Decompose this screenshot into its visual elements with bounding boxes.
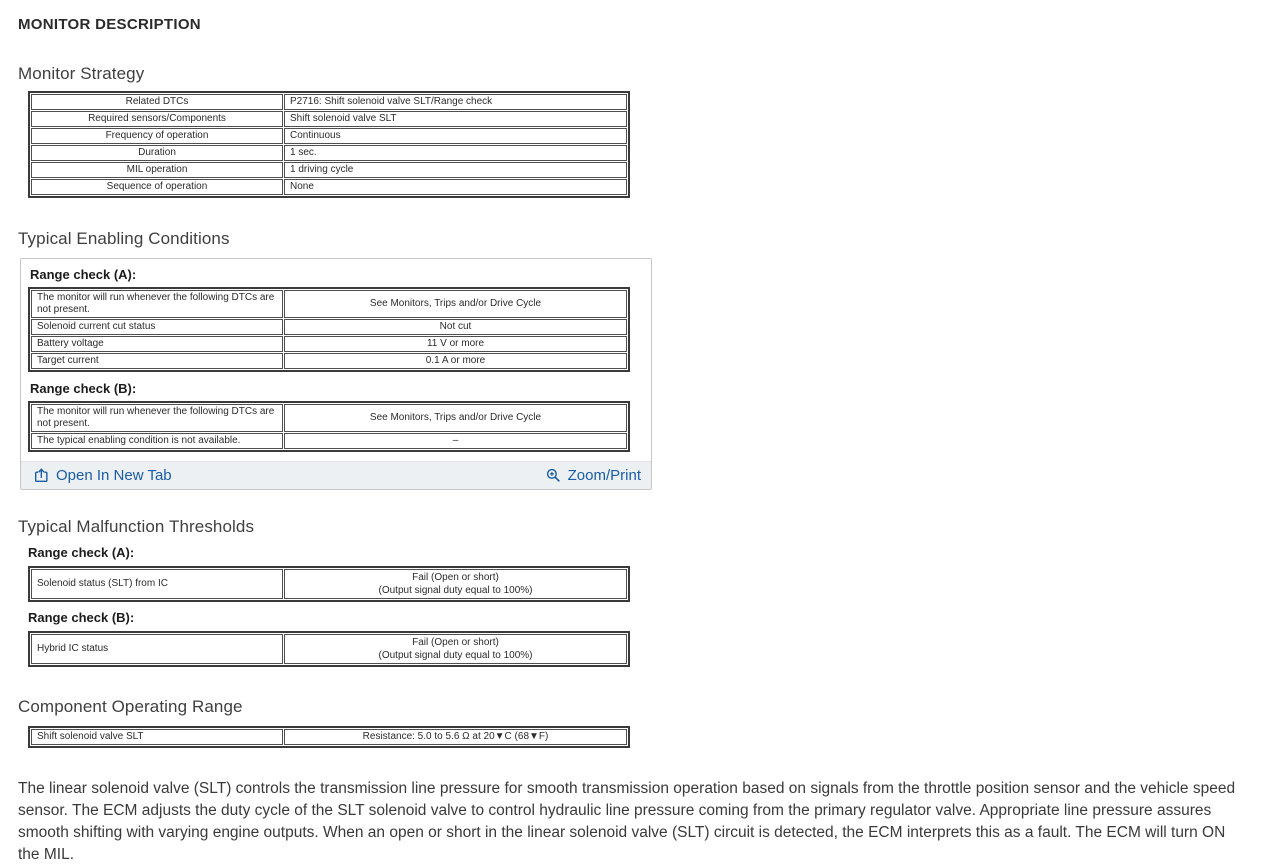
row-label-cell: Target current	[31, 353, 283, 369]
row-value-cell: See Monitors, Trips and/or Drive Cycle	[284, 404, 627, 432]
enabling-conditions-heading: Typical Enabling Conditions	[18, 229, 230, 248]
table-row	[31, 569, 627, 599]
open-in-new-tab-label: Open In New Tab	[56, 467, 172, 484]
row-value-cell: See Monitors, Trips and/or Drive Cycle	[284, 290, 627, 318]
row-label-cell: The monitor will run whenever the following DTCs are not present.	[31, 290, 283, 318]
table-row	[31, 353, 627, 369]
component-operating-range-table	[28, 726, 630, 748]
table-row	[31, 433, 627, 449]
enabling-conditions-panel-content	[21, 259, 651, 461]
row-label-cell: Hybrid IC status	[31, 634, 283, 664]
range-check-a-heading: Range check (A):	[30, 267, 137, 282]
open-in-new-tab-link[interactable]	[34, 467, 172, 484]
panel-toolbar	[21, 461, 651, 489]
thresholds-range-b-table	[28, 631, 630, 667]
range-check-a-table	[28, 287, 630, 372]
row-label-cell: The typical enabling condition is not available.	[31, 433, 283, 449]
row-label-cell: Solenoid status (SLT) from IC	[31, 569, 283, 599]
zoom-print-label: Zoom/Print	[567, 467, 641, 484]
zoom-magnifier-icon	[546, 468, 561, 483]
value-line: Fail (Open or short)	[412, 572, 499, 583]
table-row	[31, 145, 627, 161]
range-check-b-table	[28, 401, 630, 452]
monitor-strategy-heading: Monitor Strategy	[18, 64, 145, 83]
row-value-cell: Shift solenoid valve SLT	[284, 111, 627, 127]
malfunction-thresholds-heading: Typical Malfunction Thresholds	[18, 517, 255, 536]
table-row	[31, 162, 627, 178]
table-row	[31, 634, 627, 664]
thresholds-range-a-heading: Range check (A):	[28, 545, 135, 560]
row-value-cell: P2716: Shift solenoid valve SLT/Range check	[284, 94, 627, 110]
table-row	[31, 128, 627, 144]
component-operating-range-heading: Component Operating Range	[18, 697, 243, 716]
row-label-cell: Frequency of operation	[31, 128, 283, 144]
open-in-new-tab-icon	[34, 468, 49, 483]
table-row	[31, 336, 627, 352]
row-label-cell: Related DTCs	[31, 94, 283, 110]
row-value-cell: 11 V or more	[284, 336, 627, 352]
value-line: (Output signal duty equal to 100%)	[378, 650, 533, 661]
table-row	[31, 179, 627, 195]
row-label-cell: MIL operation	[31, 162, 283, 178]
range-check-b-heading: Range check (B):	[30, 381, 137, 396]
zoom-print-link[interactable]	[546, 467, 641, 484]
row-value-cell: Continuous	[284, 128, 627, 144]
row-value-cell: 1 driving cycle	[284, 162, 627, 178]
row-value-cell: 0.1 A or more	[284, 353, 627, 369]
table-row	[31, 111, 627, 127]
thresholds-range-a-table	[28, 566, 630, 602]
row-label-cell: Sequence of operation	[31, 179, 283, 195]
table-row	[31, 319, 627, 335]
row-value-cell	[284, 569, 627, 599]
row-label-cell: Duration	[31, 145, 283, 161]
row-label-cell: The monitor will run whenever the following DTCs are not present.	[31, 404, 283, 432]
row-label-cell: Solenoid current cut status	[31, 319, 283, 335]
row-value-cell	[284, 634, 627, 664]
row-label-cell: Required sensors/Components	[31, 111, 283, 127]
row-value-cell: Not cut	[284, 319, 627, 335]
row-value-cell: Resistance: 5.0 to 5.6 Ω at 20▼C (68▼F)	[284, 729, 627, 745]
row-label-cell: Battery voltage	[31, 336, 283, 352]
row-label-cell: Shift solenoid valve SLT	[31, 729, 283, 745]
monitor-strategy-table	[28, 91, 630, 198]
table-row	[31, 94, 627, 110]
thresholds-range-b-heading: Range check (B):	[28, 610, 135, 625]
table-row	[31, 404, 627, 432]
table-row	[31, 290, 627, 318]
enabling-conditions-panel	[20, 258, 652, 490]
row-value-cell: 1 sec.	[284, 145, 627, 161]
page-title: MONITOR DESCRIPTION	[18, 16, 201, 33]
row-value-cell: None	[284, 179, 627, 195]
monitor-description-paragraph: The linear solenoid valve (SLT) controls the transmission line pressure for smooth transmission operation based on signals from the throttle position sensor and the vehicle speed sensor. The ECM adjusts the duty cycle of the SLT solenoid valve to control hydraulic line pressure coming from the primary regulator valve. Appropriate line pressure assures smooth shifting with varying engine outputs. When an open or short in the linear solenoid valve (SLT) circuit is detected, the ECM interprets this as a fault. The ECM will turn ON the MIL.	[18, 780, 1236, 863]
row-value-cell: –	[284, 433, 627, 449]
table-row	[31, 729, 627, 745]
value-line: (Output signal duty equal to 100%)	[378, 585, 533, 596]
value-line: Fail (Open or short)	[412, 637, 499, 648]
